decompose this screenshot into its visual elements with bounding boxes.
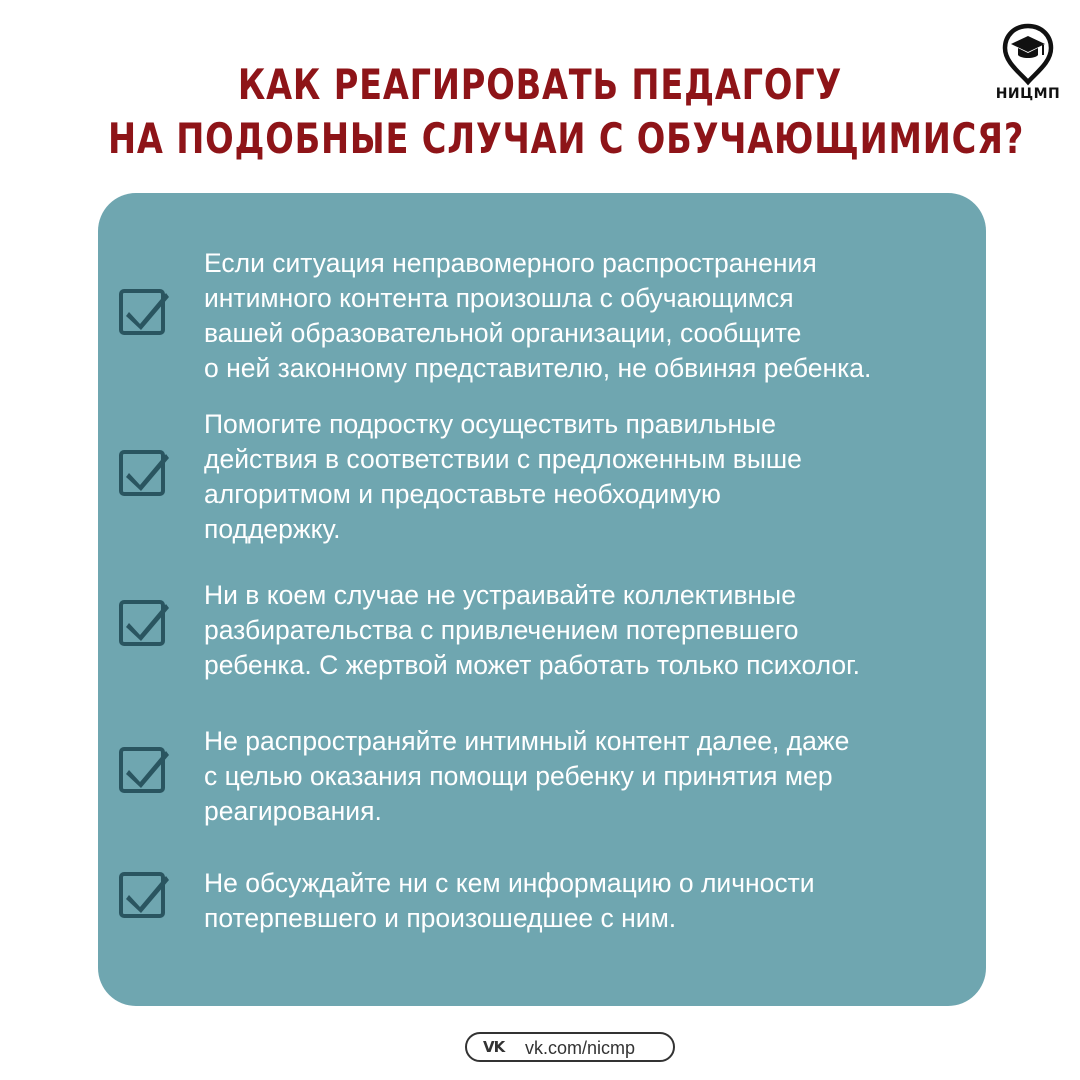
vk-link-text: vk.com/nicmp [525,1038,636,1058]
item-text: Не обсуждайте ни с кем информацию о личности потерпевшего и произошедшее с ним. [204,868,815,933]
logo [988,22,1068,106]
item-text: Если ситуация неправомерного распространения интимного контента произошла с обучающимся вашей образовательной организации, сообщите о ней законному представителю, не обвиняя ребенка. [204,248,872,383]
page-title [108,58,1025,166]
checkbox-checked-icon [118,746,174,796]
checkbox-checked-icon [118,599,174,649]
vk-link[interactable] [465,1032,675,1062]
checkbox-checked-icon [118,449,174,499]
advice-panel [98,193,986,1006]
item-text: Не распространяйте интимный контент далее, даже с целью оказания помощи ребенку и принятия мер реагирования. [204,726,850,826]
logo-text: НИЦМП [995,86,1061,102]
title-line-2: НА ПОДОБНЫЕ СЛУЧАИ С ОБУЧАЮЩИМИСЯ? [108,114,1025,163]
checkbox-checked-icon [118,288,174,338]
item-text: Помогите подростку осуществить правильные действия в соответствии с предложенным выше алгоритмом и предоставьте необходимую поддержку. [204,409,802,544]
item-text: Ни в коем случае не устраивайте коллективные разбирательства с привлечением потерпевшего ребенка. С жертвой может работать только психолог. [204,580,860,680]
title-line-1: КАК РЕАГИРОВАТЬ ПЕДАГОГУ [237,60,843,109]
graduation-cap-pin-icon [1001,22,1055,86]
checkbox-checked-icon [118,871,174,921]
vk-icon: VK [483,1038,505,1056]
